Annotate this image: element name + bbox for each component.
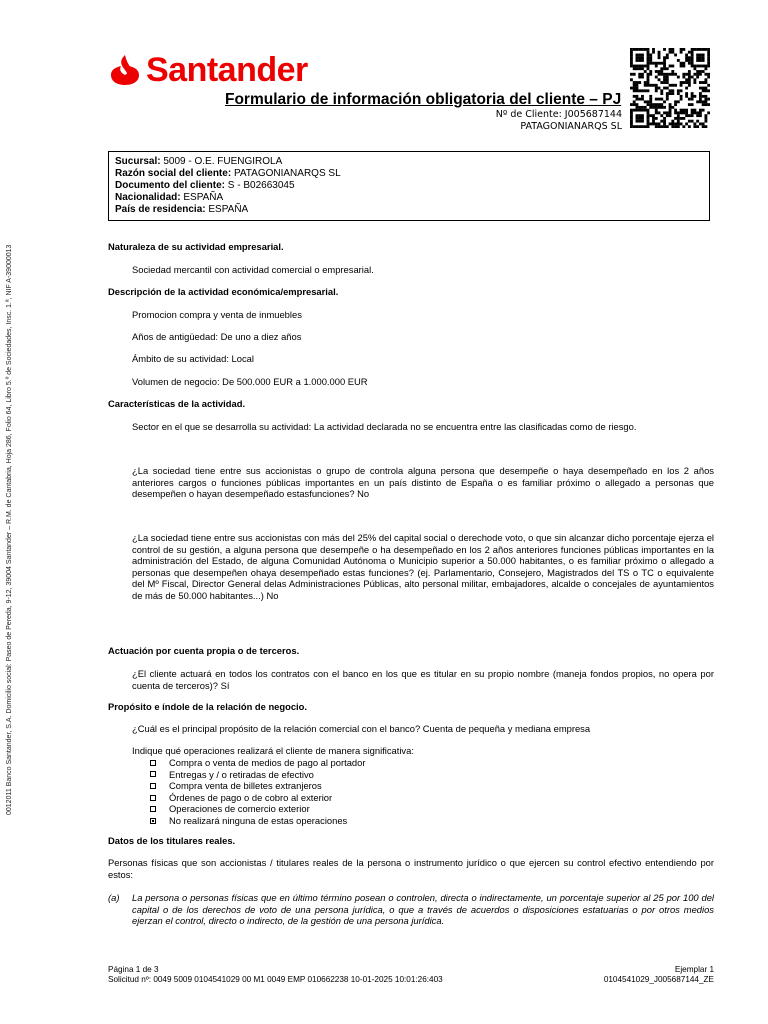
operation-item — [150, 780, 365, 792]
page-number: Página 1 de 3 — [108, 965, 159, 974]
sector-text: Sector en el que se desarrolla su actividad: La actividad declarada no se encuentra entre las clasificadas como de riesgo. — [132, 421, 637, 432]
naturaleza-text: Sociedad mercantil con actividad comercial o empresarial. — [132, 264, 374, 275]
descripcion-years: Años de antigüedad: De uno a diez años — [132, 331, 302, 342]
descripcion-title: Descripción de la actividad económica/empresarial. — [108, 286, 339, 297]
question-2: ¿La sociedad tiene entre sus accionistas con más del 25% del capital social o derechode voto, o que sin alcanzar dicho porcentaje ejerza el control de su gestión, a alguna persona que desempeñe o ha desempeñado en los 2 años anteriores funciones públicas importantes en la administración del Estado, de alguna Comunidad Autónoma o Municipio superior a 50.000 habitantes, o es familiar próximo o allegado a personas que desempeñen ohaya desempeñado estas funciones? (ej. Parlamentario, Consejero, Magistrados del TS o TC o equivalente del Mº Fiscal, Director General delas Administraciones Públicas, alto personal militar, embajadores, alcalde o concejales de ayuntamientos de más de 50.000 habitantes...) No — [132, 532, 714, 601]
operation-label: Operaciones de comercio exterior — [169, 803, 310, 815]
operation-checkbox[interactable] — [150, 783, 156, 789]
qr-code-icon — [630, 48, 710, 128]
actuacion-text: ¿El cliente actuará en todos los contratos con el banco en los que es titular en su propio nombre (maneja fondos propios, no opera por cuenta de terceros)? Sí — [132, 668, 714, 691]
operaciones-intro: Indique qué operaciones realizará el cliente de manera significativa: — [132, 745, 414, 756]
operation-checkbox[interactable] — [150, 806, 156, 812]
pais-label: País de residencia: — [115, 204, 206, 215]
operation-label: No realizará ninguna de estas operaciones — [169, 814, 348, 826]
nacionalidad-label: Nacionalidad: — [115, 192, 181, 203]
reference-code: 0104541029_J005687144_ZE — [603, 975, 714, 984]
client-info — [496, 109, 622, 132]
operation-label: Compra venta de billetes extranjeros — [169, 780, 322, 792]
client-name: PATAGONIANARQS SL — [520, 120, 622, 132]
documento-row — [115, 180, 703, 192]
ejemplar: Ejemplar 1 — [674, 965, 714, 974]
operation-checkbox[interactable] — [150, 818, 156, 824]
footer-left — [108, 965, 443, 985]
question-1: ¿La sociedad tiene entre sus accionistas o grupo de controla alguna persona que desempeñe o haya desempeñado en los 2 años anteriores cargos o funciones públicas importantes en un país distinto de España o es familiar próximo o allegado a personas que desempeñen o hayan desempeñado estasfunciones? No — [132, 465, 714, 500]
operation-checkbox[interactable] — [150, 771, 156, 777]
operation-item — [150, 815, 365, 827]
client-info-box — [108, 151, 710, 221]
documento-value: S - B02663045 — [227, 180, 295, 191]
legal-side-text: 0012011 Banco Santander, S.A. Domicilio social: Paseo de Pereda, 9-12, 39004 Santander – R.M. de Cantabria, Hoja 286, Folio 64, Libro 5.º de Sociedades, Insc. 1.ª, NIF A-39000013 — [6, 244, 13, 815]
pais-row — [115, 204, 703, 216]
operations-list — [150, 757, 365, 827]
operation-label: Órdenes de pago o de cobro al exterior — [169, 791, 333, 803]
razon-row — [115, 168, 703, 180]
operation-item — [150, 803, 365, 815]
operation-item — [150, 769, 365, 781]
actuacion-title: Actuación por cuenta propia o de terceros. — [108, 645, 300, 656]
operation-label: Entregas y / o retiradas de efectivo — [169, 768, 314, 780]
razon-label: Razón social del cliente: — [115, 168, 232, 179]
sucursal-value: 5009 - O.E. FUENGIROLA — [163, 156, 283, 167]
sucursal-label: Sucursal: — [115, 156, 161, 167]
santander-logo — [108, 50, 308, 90]
nacionalidad-value: ESPAÑA — [183, 192, 224, 203]
client-number: Nº de Cliente: J005687144 — [495, 109, 622, 120]
item-a-label: (a) — [108, 892, 120, 903]
titulares-text: Personas físicas que son accionistas / titulares reales de la persona o instrumento jurídico o que ejercen su control efectivo entendiendo por estos: — [108, 857, 714, 880]
sucursal-row — [115, 156, 703, 168]
nacionalidad-row — [115, 192, 703, 204]
pais-value: ESPAÑA — [208, 204, 249, 215]
flame-icon — [108, 53, 142, 87]
descripcion-activity: Promocion compra y venta de inmuebles — [132, 309, 302, 320]
naturaleza-title: Naturaleza de su actividad empresarial. — [108, 241, 284, 252]
item-a — [108, 892, 714, 927]
operation-label: Compra o venta de medios de pago al portador — [169, 757, 366, 768]
descripcion-scope: Ámbito de su actividad: Local — [132, 353, 254, 364]
titulares-title: Datos de los titulares reales. — [108, 835, 236, 846]
brand-name: Santander — [146, 51, 308, 89]
solicitud-number: Solicitud nº: 0049 5009 0104541029 00 M1 0049 EMP 010662238 10-01-2025 10:01:26:403 — [108, 975, 443, 984]
proposito-title: Propósito e índole de la relación de negocio. — [108, 701, 307, 712]
operation-item — [150, 792, 365, 804]
caracteristicas-title: Características de la actividad. — [108, 398, 246, 409]
operation-item — [150, 757, 365, 769]
operation-checkbox[interactable] — [150, 795, 156, 801]
descripcion-volume: Volumen de negocio: De 500.000 EUR a 1.000.000 EUR — [132, 376, 368, 387]
documento-label: Documento del cliente: — [115, 180, 226, 191]
proposito-text: ¿Cuál es el principal propósito de la relación comercial con el banco? Cuenta de pequeña y mediana empresa — [132, 723, 591, 734]
razon-value: PATAGONIANARQS SL — [233, 168, 341, 179]
footer-right — [604, 965, 714, 985]
operation-checkbox[interactable] — [150, 760, 156, 766]
form-title: Formulario de información obligatoria del cliente – PJ — [225, 91, 622, 108]
item-a-text: La persona o personas físicas que en último término posean o controlen, directa o indirectamente, un porcentaje superior al 25 por 100 del capital o de los derechos de voto de una persona jurídica, o que a través de acuerdos o disposiciones estatuarias o por otros medios ejerzan el control, directo o indirecto, de la gestión de una persona jurídica. — [132, 892, 714, 927]
